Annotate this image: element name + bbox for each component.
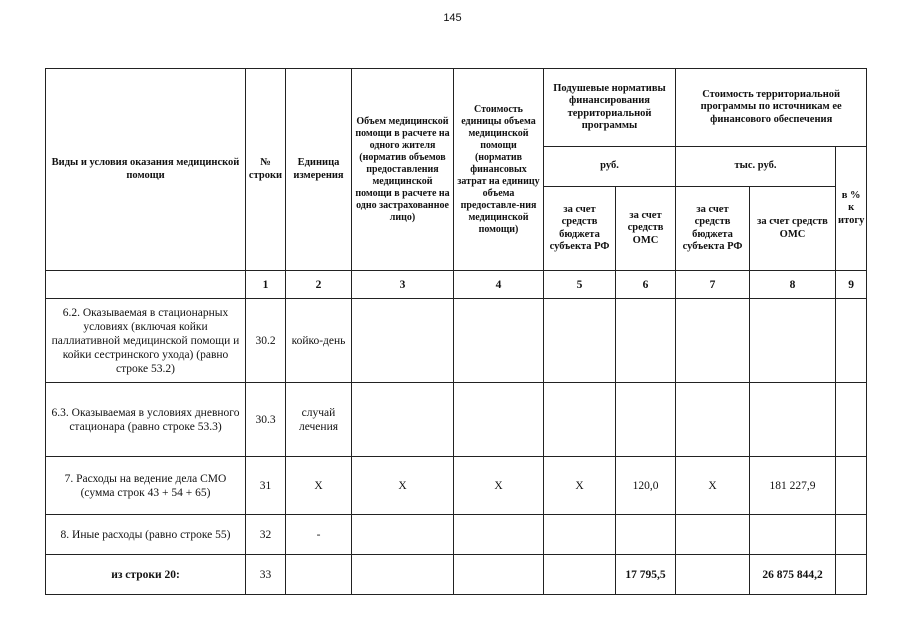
row-name: 6.2. Оказываемая в стационарных условиях (включая койки паллиативной медицинской помощи и койки сестринского ухода) (равно строке 53.2)	[46, 299, 246, 383]
cell-cost-oms: 181 227,9	[750, 457, 836, 515]
cell-cost-oms: 26 875 844,2	[750, 555, 836, 595]
cell-per-capita-oms: 120,0	[616, 457, 676, 515]
cell-unit-cost	[454, 299, 544, 383]
header-oms-2: за счет средств ОМС	[750, 187, 836, 271]
header-per-capita: Подушевые нормативы финансирования территориальной программы	[544, 69, 676, 147]
column-number: 4	[454, 271, 544, 299]
page-number: 145	[443, 12, 462, 24]
column-number: 8	[750, 271, 836, 299]
cell-percent	[836, 555, 867, 595]
cell-cost-budget	[676, 555, 750, 595]
row-unit	[286, 555, 352, 595]
row-number: 32	[246, 515, 286, 555]
header-unit-cost: Стоимость единицы объема медицинской помощи (норматив финансовых затрат на единицу объема предоставле-ния медицинской помощи)	[454, 69, 544, 271]
cell-cost-oms	[750, 515, 836, 555]
cell-volume	[352, 383, 454, 457]
header-program-cost: Стоимость территориальной программы по источникам ее финансового обеспечения	[676, 69, 867, 147]
column-number: 5	[544, 271, 616, 299]
cell-cost-oms	[750, 383, 836, 457]
header-row-number: № строки	[246, 69, 286, 271]
cell-volume: X	[352, 457, 454, 515]
cell-cost-budget	[676, 299, 750, 383]
header-types: Виды и условия оказания медицинской помощи	[46, 69, 246, 271]
table-row	[46, 515, 867, 555]
row-number: 33	[246, 555, 286, 595]
header-row-1	[46, 69, 867, 147]
column-number: 1	[246, 271, 286, 299]
cell-unit-cost: X	[454, 457, 544, 515]
cell-per-capita-budget	[544, 555, 616, 595]
row-unit: койко-день	[286, 299, 352, 383]
cell-percent	[836, 515, 867, 555]
table-row	[46, 383, 867, 457]
row-number: 30.3	[246, 383, 286, 457]
cell-per-capita-budget	[544, 299, 616, 383]
column-number: 2	[286, 271, 352, 299]
cell-cost-budget	[676, 515, 750, 555]
header-unit: Единица измерения	[286, 69, 352, 271]
header-thousand-rub: тыс. руб.	[676, 147, 836, 187]
cell-per-capita-budget	[544, 515, 616, 555]
row-number: 31	[246, 457, 286, 515]
cell-percent	[836, 457, 867, 515]
column-number	[46, 271, 246, 299]
column-number: 9	[836, 271, 867, 299]
cell-cost-budget: X	[676, 457, 750, 515]
financing-table	[45, 68, 867, 595]
cell-per-capita-budget	[544, 383, 616, 457]
row-unit: -	[286, 515, 352, 555]
cell-volume	[352, 555, 454, 595]
row-unit: случай лечения	[286, 383, 352, 457]
cell-volume	[352, 515, 454, 555]
column-number: 3	[352, 271, 454, 299]
row-name: 6.3. Оказываемая в условиях дневного стационара (равно строке 53.3)	[46, 383, 246, 457]
cell-cost-budget	[676, 383, 750, 457]
column-number: 6	[616, 271, 676, 299]
cell-per-capita-oms	[616, 299, 676, 383]
header-volume: Объем медицинской помощи в расчете на одного жителя (норматив объемов предоставления медицинской помощи в расчете на одно застрахованное лицо)	[352, 69, 454, 271]
table-row	[46, 457, 867, 515]
column-number-row	[46, 271, 867, 299]
column-number: 7	[676, 271, 750, 299]
cell-unit-cost	[454, 555, 544, 595]
cell-cost-oms	[750, 299, 836, 383]
header-budget-subject-2: за счет средств бюджета субъекта РФ	[676, 187, 750, 271]
cell-unit-cost	[454, 515, 544, 555]
row-unit: X	[286, 457, 352, 515]
cell-percent	[836, 299, 867, 383]
header-oms: за счет средств ОМС	[616, 187, 676, 271]
row-name: 8. Иные расходы (равно строке 55)	[46, 515, 246, 555]
cell-percent	[836, 383, 867, 457]
table-row	[46, 555, 867, 595]
cell-unit-cost	[454, 383, 544, 457]
table-row	[46, 299, 867, 383]
cell-volume	[352, 299, 454, 383]
cell-per-capita-budget: X	[544, 457, 616, 515]
header-percent: в % к итогу	[836, 147, 867, 271]
cell-per-capita-oms	[616, 515, 676, 555]
header-rub: руб.	[544, 147, 676, 187]
row-name: 7. Расходы на ведение дела СМО (сумма строк 43 + 54 + 65)	[46, 457, 246, 515]
row-number: 30.2	[246, 299, 286, 383]
cell-per-capita-oms: 17 795,5	[616, 555, 676, 595]
cell-per-capita-oms	[616, 383, 676, 457]
row-name: из строки 20:	[46, 555, 246, 595]
header-budget-subject: за счет средств бюджета субъекта РФ	[544, 187, 616, 271]
